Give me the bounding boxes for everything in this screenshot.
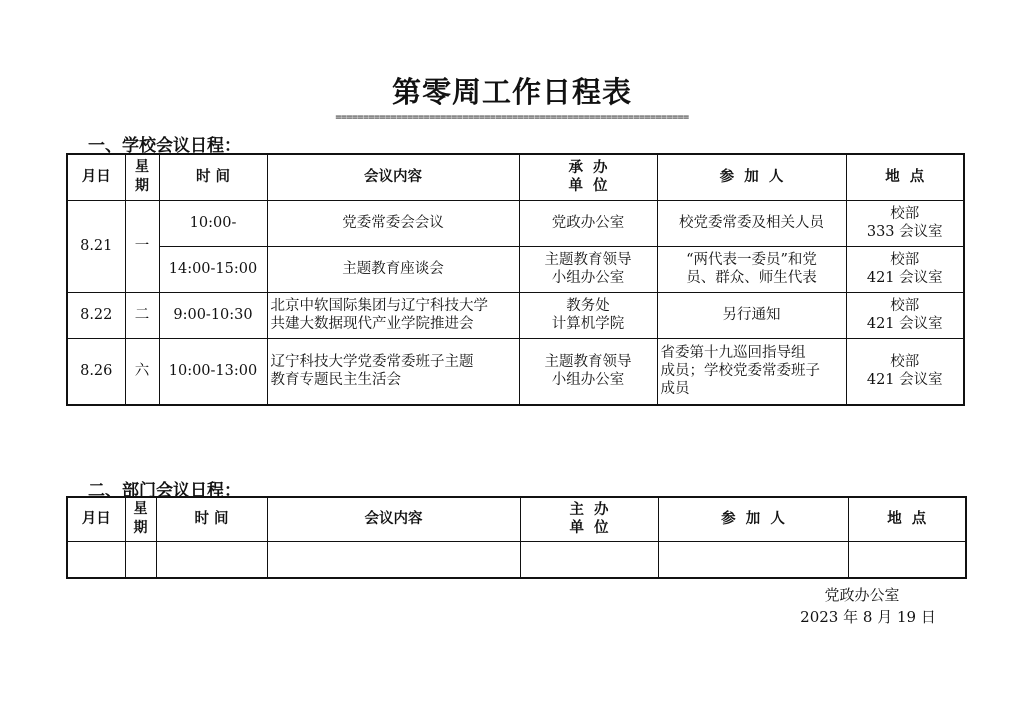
row-content: 党委常委会会议 xyxy=(267,200,519,246)
table-row xyxy=(67,541,966,578)
row-date: 8.22 xyxy=(67,292,125,338)
dept-section-heading: 二、部门会议日程： xyxy=(88,481,241,501)
header-unit xyxy=(520,497,658,541)
row-unit-line2: 小组办公室 xyxy=(551,372,625,389)
table-row xyxy=(67,338,964,405)
header-attendees: 参 加 人 xyxy=(657,154,846,200)
table-row xyxy=(67,246,964,292)
row-date: 8.21 xyxy=(67,200,125,292)
row-attendees-line2: 成员；学校党委常委班子 xyxy=(660,363,820,380)
row-content-line2: 教育专题民主生活会 xyxy=(270,372,401,389)
row-location xyxy=(846,338,964,405)
table-row xyxy=(67,292,964,338)
row-location-line2: 421 会议室 xyxy=(866,316,943,332)
row-attendees: 校党委常委及相关人员 xyxy=(657,200,846,246)
header-unit-line1: 主 办 xyxy=(569,502,609,519)
header-unit xyxy=(519,154,657,200)
row-unit-line2: 小组办公室 xyxy=(551,270,625,286)
row-weekday: 六 xyxy=(125,338,159,405)
row-location xyxy=(846,292,964,338)
empty-cell xyxy=(848,541,966,578)
row-weekday: 二 xyxy=(125,292,159,338)
header-content: 会议内容 xyxy=(267,497,520,541)
empty-cell xyxy=(520,541,658,578)
row-location-line2: 421 会议室 xyxy=(866,372,943,389)
table-header-row xyxy=(67,497,966,541)
empty-cell xyxy=(67,541,125,578)
empty-cell xyxy=(125,541,156,578)
row-content-line1: 北京中软国际集团与辽宁科技大学 xyxy=(270,298,488,314)
header-weekday xyxy=(125,154,159,200)
row-weekday: 一 xyxy=(125,200,159,292)
header-location: 地 点 xyxy=(848,497,966,541)
row-content-line2: 共建大数据现代产业学院推进会 xyxy=(270,316,474,332)
row-location-line1: 校部 xyxy=(890,298,920,314)
row-location-line2: 421 会议室 xyxy=(866,270,943,286)
header-location: 地 点 xyxy=(846,154,964,200)
row-attendees-line1: 省委第十九巡回指导组 xyxy=(660,345,806,362)
row-attendees xyxy=(657,246,846,292)
table-header-row xyxy=(67,154,964,200)
row-content xyxy=(267,292,519,338)
footer-date: 2023 年 8 月 19 日 xyxy=(800,608,936,626)
row-unit xyxy=(519,292,657,338)
school-meeting-table xyxy=(66,153,965,406)
page-title: 第零周工作日程表 xyxy=(391,75,632,109)
row-location-line1: 校部 xyxy=(890,354,920,371)
empty-cell xyxy=(267,541,520,578)
row-time: 10:00- xyxy=(159,200,267,246)
row-time: 14:00-15:00 xyxy=(159,246,267,292)
header-unit-line2: 单 位 xyxy=(568,178,608,195)
row-content: 主题教育座谈会 xyxy=(267,246,519,292)
row-location xyxy=(846,246,964,292)
header-time: 时 间 xyxy=(159,154,267,200)
header-weekday xyxy=(125,497,156,541)
row-location xyxy=(846,200,964,246)
empty-cell xyxy=(658,541,848,578)
row-location-line1: 校部 xyxy=(890,206,920,222)
header-weekday-text: 星期 xyxy=(133,501,148,537)
row-unit-line1: 教务处 xyxy=(566,298,610,314)
row-date: 8.26 xyxy=(67,338,125,405)
row-attendees-line1: “两代表一委员”和党 xyxy=(686,252,817,268)
footer-office: 党政办公室 xyxy=(824,586,900,604)
row-unit-line1: 主题教育领导 xyxy=(544,252,632,268)
row-attendees xyxy=(657,338,846,405)
table-row xyxy=(67,200,964,246)
row-unit xyxy=(519,246,657,292)
header-content: 会议内容 xyxy=(267,154,519,200)
empty-cell xyxy=(156,541,267,578)
header-time: 时 间 xyxy=(156,497,267,541)
header-unit-line2: 单 位 xyxy=(569,520,609,537)
row-unit xyxy=(519,338,657,405)
row-content xyxy=(267,338,519,405)
row-location-line2: 333 会议室 xyxy=(866,224,943,240)
row-attendees: 另行通知 xyxy=(657,292,846,338)
row-time: 10:00-13:00 xyxy=(159,338,267,405)
header-date: 月日 xyxy=(67,154,125,200)
dept-meeting-table xyxy=(66,496,967,579)
row-time: 9:00-10:30 xyxy=(159,292,267,338)
header-attendees: 参 加 人 xyxy=(658,497,848,541)
school-section-heading: 一、学校会议日程： xyxy=(88,136,241,156)
row-unit: 党政办公室 xyxy=(519,200,657,246)
title-underline-rule: ================================================================ xyxy=(335,113,689,123)
header-date: 月日 xyxy=(67,497,125,541)
row-attendees-line2: 员、群众、师生代表 xyxy=(686,270,817,286)
row-unit-line2: 计算机学院 xyxy=(551,316,625,332)
row-location-line1: 校部 xyxy=(890,252,920,268)
row-content-line1: 辽宁科技大学党委常委班子主题 xyxy=(270,354,474,371)
header-weekday-text: 星期 xyxy=(135,159,149,195)
row-attendees-line3: 成员 xyxy=(660,381,690,398)
row-unit-line1: 主题教育领导 xyxy=(544,354,632,371)
header-unit-line1: 承 办 xyxy=(568,160,608,177)
